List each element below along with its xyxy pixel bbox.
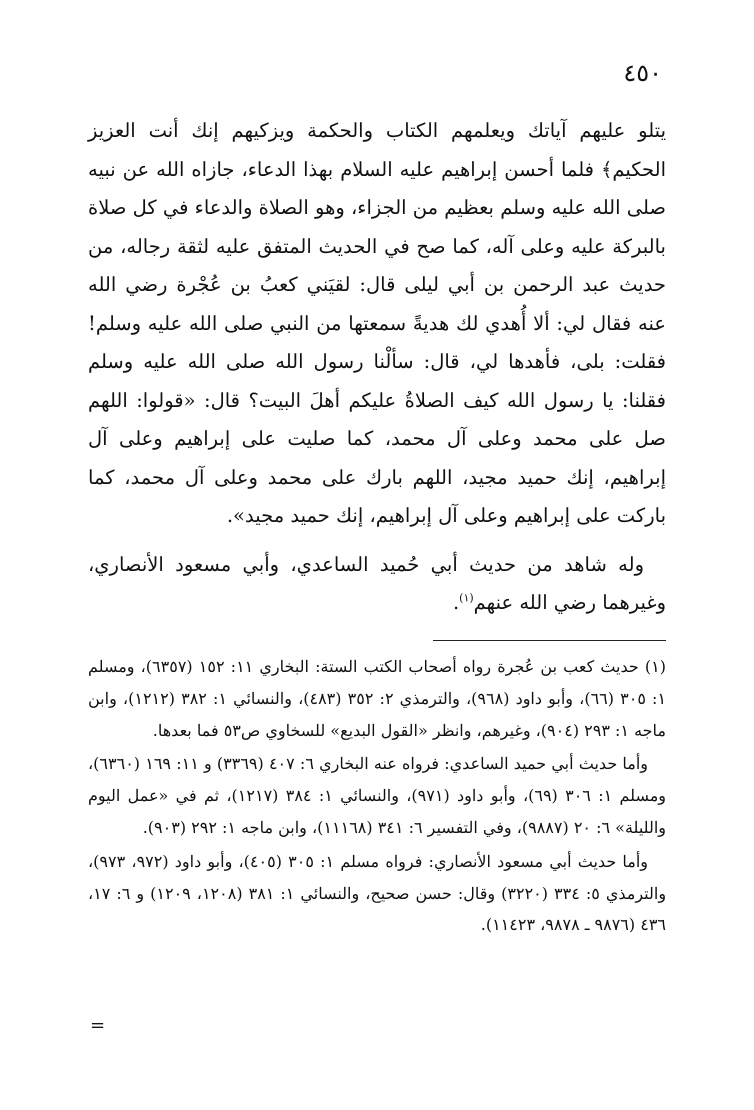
main-paragraph-2 <box>88 546 666 623</box>
main-paragraph-2-text: وله شاهد من حديث أبي حُميد الساعدي، وأبي مسعود الأنصاري، وغيرهما رضي الله عنهم <box>88 552 666 614</box>
main-paragraph-2-end: . <box>452 591 460 614</box>
footnotes <box>88 651 666 941</box>
continuation-mark: = <box>90 1015 106 1036</box>
main-paragraph-1: يتلو عليهم آياتك ويعلمهم الكتاب والحكمة ويزكيهم إنك أنت العزيز الحكيم﴾ فلما أحسن إبراهيم عليه السلام بهذا الدعاء، جازاه الله عن نبيه صلى الله عليه وسلم بعظيم من الجزاء، وهو الصلاة والدعاء في كل صلاة بالبركة عليه وعلى آله، كما صح في الحديث المتفق عليه لثقة رجاله، من حديث عبد الرحمن بن أبي ليلى قال: لقيَني كعبُ بن عُجْرة رضي الله عنه فقال لي: ألا أُهدي لك هديةً سمعتها من النبي صلى الله عليه وسلم! فقلت: بلى، فأهدها لي، قال: سألْنا رسول الله صلى الله عليه وسلم فقلنا: يا رسول الله كيف الصلاةُ عليكم أهلَ البيت؟ قال: «قولوا: اللهم صل على محمد وعلى آل محمد، كما صليت على إبراهيم وعلى آل إبراهيم، إنك حميد مجيد، اللهم بارك على محمد وعلى آل محمد، كما باركت على إبراهيم وعلى آل إبراهيم، إنك حميد مجيد». <box>88 119 666 527</box>
page-number: ٤٥٠ <box>623 59 662 87</box>
footnote-1-continuation-a: وأما حديث أبي حميد الساعدي: فرواه عنه البخاري ٦: ٤٠٧ (٣٣٦٩) و ١١: ١٦٩ (٦٣٦٠)، ومسلم ١: ٣٠٦ (٦٩)، وأبو داود (٩٧١)، والنسائي ١: ٣٨٤ (١٢١٧)، ثم في «عمل اليوم والليلة» ٦: ٢٠ (٩٨٨٧)، وفي التفسير ٦: ٣٤١ (١١١٦٨)، وابن ماجه ١: ٢٩٢ (٩٠٣). <box>88 754 667 837</box>
main-text <box>88 112 666 623</box>
footnote-1: (١) حديث كعب بن عُجرة رواه أصحاب الكتب الستة: البخاري ١١: ١٥٢ (٦٣٥٧)، ومسلم ١: ٣٠٥ (٦٦)، وأبو داود (٩٦٨)، والترمذي ٢: ٣٥٢ (٤٨٣)، والنسائي ١: ٣٨٢ (١٢١٢)، وابن ماجه ١: ٢٩٣ (٩٠٤)، وغيرهم، وانظر «القول البديع» للسخاوي ص٥٣ فما بعدها. <box>88 657 667 740</box>
footnote-reference: (١) <box>459 591 474 605</box>
footnote-1-continuation-b: وأما حديث أبي مسعود الأنصاري: فرواه مسلم ١: ٣٠٥ (٤٠٥)، وأبو داود (٩٧٢، ٩٧٣)، والترمذي ٥: ٣٣٤ (٣٢٢٠) وقال: حسن صحيح، والنسائي ١: ٣٨١ (١٢٠٨، ١٢٠٩) و ٦: ١٧، ٤٣٦ (٩٨٧٦ ـ ٩٨٧٨، ١١٤٢٣). <box>88 851 667 935</box>
footnote-separator <box>433 640 666 641</box>
